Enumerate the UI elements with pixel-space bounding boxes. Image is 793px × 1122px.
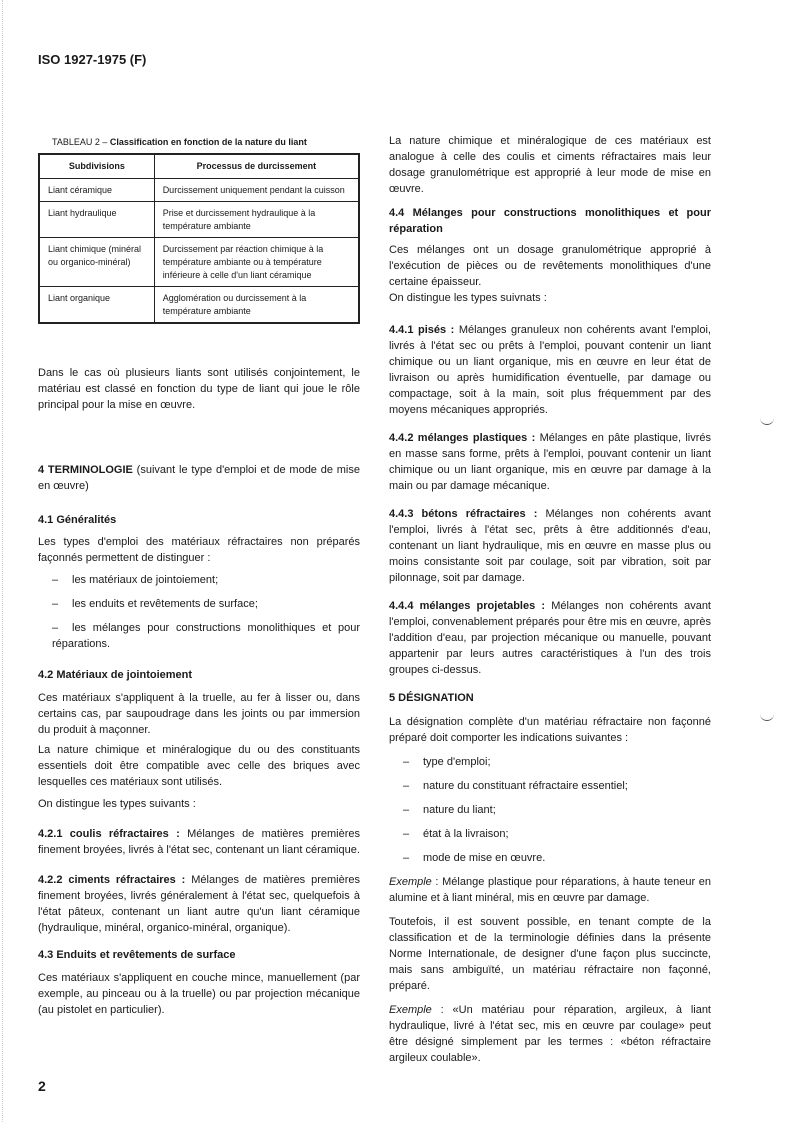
margin-mark (760, 714, 774, 721)
margin-mark (760, 418, 774, 425)
para-toutefois: Toutefois, il est souvent possible, en tenant compte de la classification et de la terminologie définies dans la présente Norme Internationale, de designer d'une façon plus succincte, mais sans ambiguïté, un matériau réfractaire non façonné, préparé. (389, 916, 711, 992)
term-label: 4.4.2 mélanges plastiques : (389, 432, 536, 444)
section-4-4-2 (389, 430, 711, 494)
section-4-3-heading: 4.3 Enduits et revêtements de surface (38, 949, 236, 961)
table-cell: Prise et durcissement hydraulique à la température ambiante (154, 202, 359, 238)
table-caption (52, 134, 307, 150)
document-header: ISO 1927-1975 (F) (38, 52, 147, 67)
example-label: Exemple (389, 876, 432, 888)
right-column (389, 133, 711, 1066)
term-text: Mélanges granuleux non cohérents avant l'emploi, livrés à l'état sec ou prêts à l'emploi, pouvant contenir un liant chimique ou un liant organique, mis en œuvre en leur état de livraison ou après humidification éventuelle, par damage ou compactage, soit à la main, soit plus fréquemment par des moyens mécaniques appropriés. (389, 324, 711, 416)
bullet-text: les mélanges pour constructions monolithiques et pour réparations. (52, 622, 360, 650)
example-label: Exemple (389, 1004, 432, 1016)
section-4-2-2 (38, 872, 360, 936)
scan-edge (2, 0, 4, 1122)
bullet-text: nature du constituant réfractaire essentiel; (423, 780, 628, 792)
table-cell: Liant chimique (minéral ou organico-minéral) (39, 238, 154, 287)
table-header-row (39, 154, 359, 179)
section-4-2-heading: 4.2 Matériaux de jointoiement (38, 669, 193, 681)
term-text: Mélanges de matières premières finement broyées, livrés généralement à l'état sec, quelquefois à l'état pâteux, contenant un liant autre qu'un liant céramique (hydraulique, minéral, organico-minéral, organique). (38, 874, 360, 934)
bullet-text: nature du liant; (423, 804, 496, 816)
bullet-item: – nature du liant; (403, 804, 496, 816)
bullet-item: – état à la livraison; (403, 828, 509, 840)
section-4-1-heading: 4.1 Généralités (38, 514, 117, 526)
bullet-item: – les matériaux de jointoiement; (52, 574, 219, 586)
section-5-text: La désignation complète d'un matériau réfractaire non façonné préparé doit comporter les indications suivantes : (389, 716, 711, 744)
term-label: 4.4.1 pisés : (389, 324, 455, 336)
section-4-3-text: Ces matériaux s'appliquent en couche mince, manuellement (par exemple, au pinceau ou à la truelle) ou par projection mécanique (au pistolet en particulier). (38, 972, 360, 1016)
term-label: 4.4.4 mélanges projetables : (389, 600, 546, 612)
section-4-1-text: Les types d'emploi des matériaux réfractaires non préparés façonnés permettent de distinguer : (38, 536, 360, 564)
table-row (39, 238, 359, 287)
column-header: Processus de durcissement (154, 154, 359, 179)
term-text: Mélanges non cohérents avant l'emploi, livrés à l'état sec, prêts à être additionnés d'eau, contenant un liant hydraulique, mis en œuvre en masse plus ou moins consistante soit par coulage, soit par vibration, soit par pilonnage, soit par damage. (389, 508, 711, 584)
left-column (38, 365, 360, 1018)
bullet-text: type d'emploi; (423, 756, 491, 768)
section-4-4-para: On distingue les types suivnats : (389, 292, 547, 304)
table-note: Dans le cas où plusieurs liants sont utilisés conjointement, le matériau est classé en fonction du type de liant qui joue le rôle principal pour la mise en œuvre. (38, 367, 360, 411)
column-header: Subdivisions (39, 154, 154, 179)
table-row (39, 287, 359, 324)
table-cell: Durcissement par réaction chimique à la température ambiante ou à température inférieure à celle d'un liant céramique (154, 238, 359, 287)
bullet-item: – mode de mise en œuvre. (403, 852, 546, 864)
section-4-2-para: On distingue les types suivants : (38, 798, 196, 810)
table-cell: Durcissement uniquement pendant la cuisson (154, 179, 359, 202)
table-cell: Liant organique (39, 287, 154, 324)
example-1 (389, 874, 711, 906)
bullet-item: – nature du constituant réfractaire essentiel; (403, 780, 628, 792)
section-4-4-heading: 4.4 Mélanges pour constructions monolithiques et pour réparation (389, 207, 711, 235)
bullet-item: – les mélanges pour constructions monolithiques et pour réparations. (52, 622, 360, 650)
section-subtitle: (suivant le type d'emploi et de mode de mise en œuvre) (38, 464, 360, 492)
section-4-2-para: La nature chimique et minéralogique du ou des constituants essentiels doit être compatible avec celle des briques avec lesquelles ces matériaux sont utilisés. (38, 744, 360, 788)
table-row (39, 179, 359, 202)
section-4-4-para: Ces mélanges ont un dosage granulométrique approprié à l'exécution de pièces ou de revêtements monolithiques d'une certaine épaisseur. (389, 244, 711, 288)
term-text: Mélanges en pâte plastique, livrés en masse sans forme, prêts à l'emploi, pouvant contenir un liant chimique ou un liant organique, mis en œuvre par damage à la main ou par damage mécanique. (389, 432, 711, 492)
term-text: Mélanges de matières premières finement broyées, livrés à l'état sec, contenant un liant céramique. (38, 828, 360, 856)
bullet-text: mode de mise en œuvre. (423, 852, 546, 864)
bullet-text: les enduits et revêtements de surface; (72, 598, 258, 610)
bullet-text: état à la livraison; (423, 828, 509, 840)
para-nature: La nature chimique et minéralogique de ces matériaux est analogue à celle des coulis et ciments réfractaires mais leur dosage granulométrique est approprié à leur mode de mise en œuvre. (389, 135, 711, 195)
table-row (39, 202, 359, 238)
caption-title: Classification en fonction de la nature du liant (109, 137, 307, 147)
section-title: 4 TERMINOLOGIE (38, 464, 133, 476)
table-cell: Liant hydraulique (39, 202, 154, 238)
term-label: 4.2.1 coulis réfractaires : (38, 828, 180, 840)
page-number: 2 (38, 1078, 46, 1094)
section-4-4-1 (389, 322, 711, 418)
term-label: 4.2.2 ciments réfractaires : (38, 874, 186, 886)
table-cell: Liant céramique (39, 179, 154, 202)
table-cell: Agglomération ou durcissement à la température ambiante (154, 287, 359, 324)
section-4-4-3 (389, 506, 711, 586)
example-text: : «Un matériau pour réparation, argileux, à liant hydraulique, livré à l'état sec, mis en œuvre par coulage» peut être désigné simplement par les termes : «béton réfractaire argileux coulable». (389, 1004, 711, 1064)
bullet-item: – les enduits et revêtements de surface; (52, 598, 258, 610)
caption-prefix: TABLEAU 2 – (52, 137, 110, 147)
bullet-item: – type d'emploi; (403, 756, 491, 768)
section-4-4-4 (389, 598, 711, 678)
bullet-text: les matériaux de jointoiement; (72, 574, 219, 586)
section-4-heading (38, 462, 360, 494)
section-4-2-1 (38, 826, 360, 858)
section-4-2-para: Ces matériaux s'appliquent à la truelle, au fer à lisser ou, dans certains cas, par saupoudrage dans les joints ou par immersion du produit à maçonner. (38, 692, 360, 736)
classification-table (38, 153, 360, 324)
term-text: Mélanges non cohérents avant l'emploi, convenablement préparés pour être mis en œuvre, après l'addition d'eau, par projection mécanique ou manuelle, pouvant appartenir par leurs autres caractéristiques à l'un des trois groupes ci-dessus. (389, 600, 711, 676)
example-text: : Mélange plastique pour réparations, à haute teneur en alumine et à liant minéral, mis en œuvre par damage. (389, 876, 711, 904)
example-2 (389, 1002, 711, 1066)
term-label: 4.4.3 bétons réfractaires : (389, 508, 538, 520)
section-5-heading: 5 DÉSIGNATION (389, 692, 474, 704)
